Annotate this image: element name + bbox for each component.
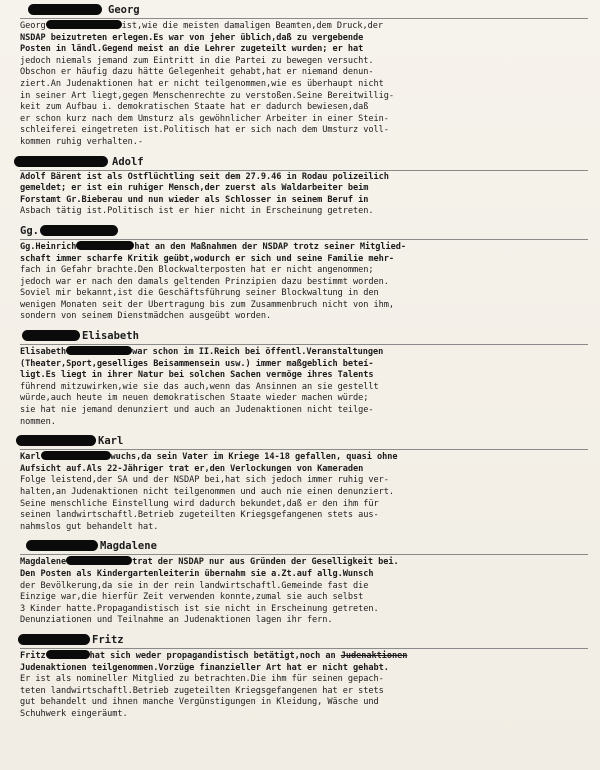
text-line: ziert.An Judenaktionen hat er nicht teilgenommen,wie es überhaupt nicht [20,78,384,89]
text-line: Aufsicht auf.Als 22-Jähriger trat er,den Verlockungen von Kameraden [20,463,364,474]
text-line: führend mitzuwirken,wie sie das auch,wenn das Ansinnen an sie gestellt [20,381,379,392]
heading-prefix: Gg. [20,224,39,237]
struck-text: Judenaktionen [340,650,408,661]
entry-heading [20,2,588,18]
text-line: Posten in ländl.Gegend meist an die Lehrer zugeteilt wurden; er hat [20,44,364,55]
text-line: Er ist als nomineller Mitglied zu betrachten.Die ihm für seinen gepach- [20,674,384,685]
line-text: trat der NSDAP nur aus Gründen der Geselligkeit bei. [132,557,399,568]
heading-name: Fritz [92,633,124,646]
entry-magdalene [20,538,588,627]
text-line: schaft immer scharfe Kritik geübt,wodurch er sich und seine Familie mehr- [20,253,395,264]
text-line: wenigen Monaten seit der Übertragung bis zum Zusammenbruch nicht von ihm, [20,299,395,310]
divider [20,449,588,450]
line-text: ist,wie die meisten damaligen Beamten,dem Druck,der [121,21,383,31]
text-line: würde,auch heute im neuen demokratischen Staate wieder machen würde; [20,393,369,404]
line-text: Fritz [20,650,46,661]
entry-elisabeth [20,328,588,428]
entry-heading [20,632,588,648]
line-text: Magdalene [20,557,67,568]
redaction-bar [22,330,80,341]
text-line: seinen landwirtschaftl.Betrieb zugeteilten Kriegsgefangenen stets aus- [20,510,379,521]
text-line: Folge leistend,der SA und der NSDAP bei,hat sich jedoch immer ruhig ver- [20,475,389,486]
line-text: hat sich weder propagandistisch betätigt,noch an [89,650,341,661]
divider [20,239,588,240]
line-text: wuchs,da sein Vater im Kriege 14-18 gefallen, quasi ohne [110,452,398,463]
text-line [20,650,588,663]
text-line: gemeldet; er ist ein ruhiger Mensch,der zuerst als Waldarbeiter beim [20,183,369,194]
entry-fritz [20,632,588,721]
text-line [20,346,588,359]
text-line: jedoch war er nach den damals geltenden Prinzipien dazu bestimmt worden. [20,276,389,287]
text-line: Soviel mir bekannt,ist die Geschäftsführung seiner Blockwaltung in den [20,288,379,299]
text-line: schleiferei eingetreten ist.Politisch hat er sich nach dem Umsturz voll- [20,125,389,136]
entry-heinrich [20,223,588,323]
entry-heading [20,433,588,449]
heading-name: Adolf [112,155,144,168]
heading-name: Magdalene [100,540,157,553]
text-line: nommen. [20,416,56,427]
text-line: NSDAP beizutreten erlegen.Es war von jeher üblich,daß zu vergebende [20,32,364,43]
redaction-bar [16,435,96,446]
text-line [20,451,588,464]
redaction-bar [41,451,111,460]
text-line: keit zum Aufbau i. demokratischen Staate hat er dadurch bewiesen,daß [20,102,369,113]
text-line: sie hat nie jemand denunziert und auch an Judenaktionen nicht teilge- [20,405,374,416]
text-line: Seine menschliche Einstellung wird dadurch bekundet,daß er den ihm für [20,498,379,509]
heading-name: Georg [108,4,140,16]
divider [20,344,588,345]
divider [20,18,588,19]
redaction-bar [14,156,108,167]
entry-adolf [20,154,588,218]
entry-karl [20,433,588,533]
text-line: nahmslos gut behandelt hat. [20,521,159,532]
text-line: teten landwirtschaftl.Betrieb zugeteilten Kriegsgefangenen hat er stets [20,685,384,696]
text-line [20,241,588,254]
text-line: Forstamt Gr.Bieberau und nun wieder als Schlosser in seinem Beruf in [20,194,369,205]
heading-name: Elisabeth [82,330,139,343]
redaction-bar [66,346,132,355]
text-line: er schon kurz nach dem Umsturz als gewöhnlicher Arbeiter in einer Stein- [20,113,389,124]
line-text: hat an den Maßnahmen der NSDAP trotz seiner Mitglied- [134,241,406,252]
text-line: Obschon er häufig dazu hätte Gelegenheit gehabt,hat er niemand denun- [20,67,374,78]
text-line: (Theater,Sport,geselliges Beisammensein usw.) immer maßgeblich beteí- [20,358,374,369]
text-line: Asbach tätig ist.Politisch ist er hier nicht in Erscheinung getreten. [20,206,374,217]
text-line: jedoch niemals jemand zum Eintritt in die Partei zu bewegen versucht. [20,55,374,66]
text-line: Denunziationen und Teilnahme an Judenaktionen lagen ihr fern. [20,615,333,626]
text-line: sondern von seinem Dienstmädchen ausgeübt worden. [20,311,272,322]
line-text: Gg.Heinrich [20,241,77,252]
entry-heading [20,538,588,554]
text-line: halten,an Judenaktionen nicht teilgenommen und auch nie einen denunziert. [20,487,395,497]
entry-heading [20,223,588,239]
text-line: Adolf Bärent ist als Ostflüchtling seit dem 27.9.46 in Rodau polizeilich [20,171,389,182]
redaction-bar [66,556,132,565]
entry-heading [20,154,588,170]
redaction-bar [46,650,90,659]
line-text: war schon im II.Reich bei öffentl.Veranstaltungen [132,347,384,358]
text-line [20,20,588,33]
divider [20,554,588,555]
redaction-bar [28,4,102,15]
text-line: Schuhwerk eingeräumt. [20,708,128,719]
line-text: Georg [20,21,46,31]
text-line: Einzige war,die hierfür Zeit verwenden konnte,zumal sie auch selbst [20,592,364,603]
text-line: fach in Gefahr brachte.Den Blockwalterposten hat er nicht angenommen; [20,265,374,276]
entry-heading [20,328,588,344]
text-line: Den Posten als Kindergartenleiterin übernahm sie a.Zt.auf allg.Wunsch [20,568,374,579]
text-line [20,556,588,569]
line-text: Karl [20,452,41,463]
heading-name: Karl [98,435,124,448]
line-text: Elisabeth [20,347,67,358]
text-line: gut behandelt und ihnen manche Vergünstigungen in Kleidung, Wäsche und [20,697,379,708]
redaction-bar [40,225,118,236]
text-line: ligt.Es liegt in ihrer Natur bei solchen Sachen vermöge ihres Talents [20,370,374,381]
redaction-bar [46,20,122,29]
text-line: Judenaktionen teilgenommen.Vorzüge finanzieller Art hat er nicht gehabt. [20,662,389,673]
text-line: 3 Kinder hatte.Propagandistisch ist sie nicht in Erscheinung getreten. [20,603,379,614]
redaction-bar [76,241,134,250]
redaction-bar [26,540,98,551]
text-line: in seiner Art liegt,gegen Menschenrechte zu verstoßen.Seine Bereitwillig- [20,90,395,101]
text-line: der Bevölkerung,da sie in der rein landwirtschaftl.Gemeinde fast die [20,580,369,591]
redaction-bar [18,634,90,645]
text-line: kommen ruhig verhalten.- [20,136,143,147]
divider [20,648,588,649]
entry-georg [20,2,588,149]
divider [20,170,588,171]
